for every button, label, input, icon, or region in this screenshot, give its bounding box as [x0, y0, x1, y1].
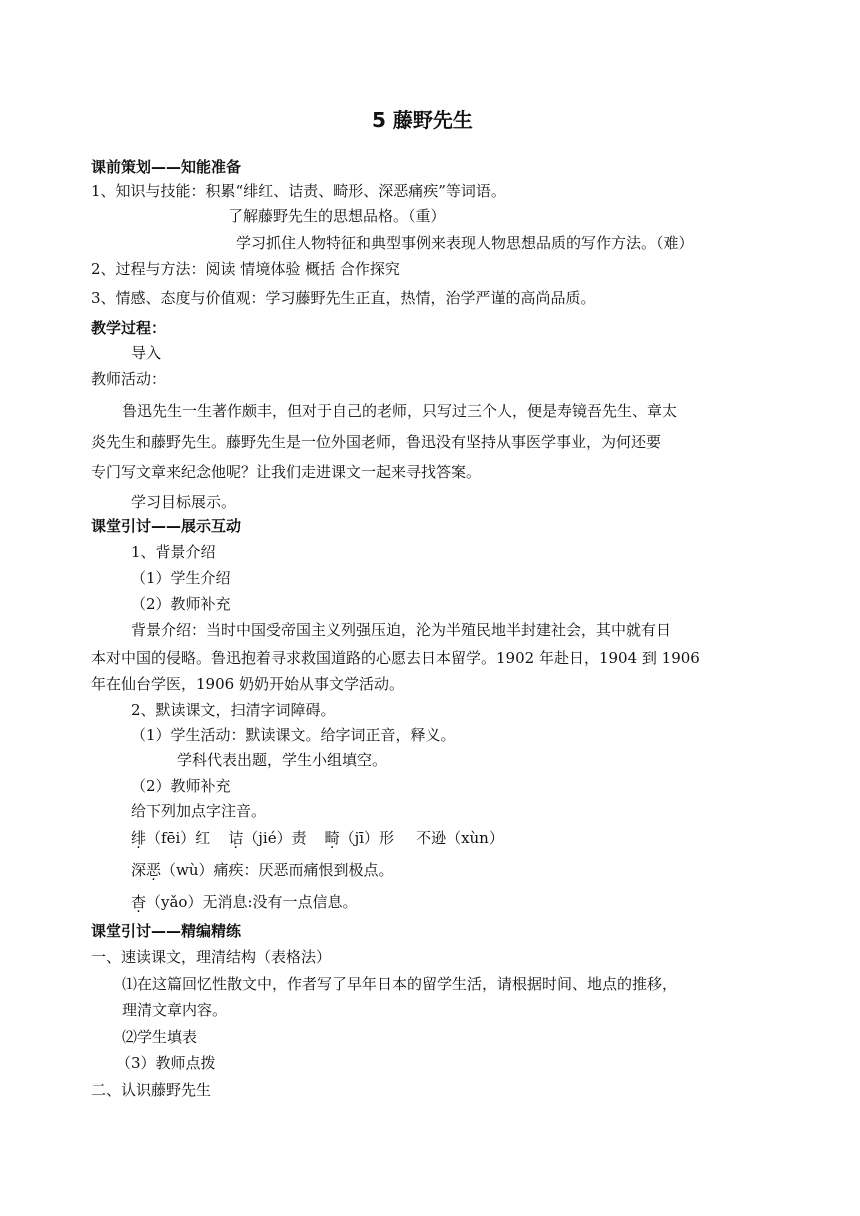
objective-emotion: 3、情感、态度与价值观：学习藤野先生正直，热情，治学严谨的高尚品质。: [91, 289, 596, 307]
dotted-char: 恶: [146, 861, 162, 879]
task-1-step-1-line-2: 理清文章内容。: [122, 1001, 228, 1019]
background-step-1: （1）学生介绍: [131, 569, 231, 587]
vocab-pinyin: （jī）形: [339, 829, 395, 847]
vocab-row-1: [131, 828, 504, 848]
vocab-entry: 不逊（xùn）: [416, 829, 504, 847]
intro-label: 导入: [131, 344, 162, 362]
learning-goals-label: 学习目标展示。: [131, 493, 237, 511]
vocab-char: 深: [131, 861, 147, 879]
background-paragraph-line-1: 背景介绍：当时中国受帝国主义列强压迫，沦为半殖民地半封建社会，其中就有日: [131, 621, 672, 639]
objective-knowledge: 1、知识与技能：积累“绯红、诘责、畸形、深恶痛疾”等词语。: [91, 182, 506, 200]
task-1-step-1-line-1: ⑴在这篇回忆性散文中，作者写了早年日本的留学生活，请根据时间、地点的推移，: [122, 975, 678, 993]
vocab-definition: （yǎo）无消息:没有一点信息。: [146, 893, 358, 911]
background-paragraph-line-3: 年在仙台学医，1906 奶奶开始从事文学活动。: [91, 675, 404, 693]
dotted-char: 诘: [228, 829, 244, 847]
intro-paragraph-line-2: 炎先生和藤野先生。藤野先生是一位外国老师，鲁迅没有坚持从事医学事业，为何还要: [91, 433, 662, 451]
teacher-activity-label: 教师活动：: [91, 370, 167, 388]
section-heading-process: 教学过程：: [91, 319, 167, 337]
task-1: 一、速读课文，理清结构（表格法）: [91, 948, 332, 966]
objective-knowledge-c: 学习抓住人物特征和典型事例来表现人物思想品质的写作方法。（难）: [236, 234, 694, 252]
task-1-step-3: （3）教师点拨: [116, 1054, 216, 1072]
dotted-char: 杳: [131, 893, 147, 911]
vocab-pinyin: （jié）责: [243, 829, 307, 847]
background-step-2: （2）教师补充: [131, 595, 231, 613]
intro-paragraph-line-3: 专门写文章来纪念他呢？让我们走进课文一起来寻找答案。: [91, 463, 482, 481]
section-heading-interaction: 课堂引讨——展示互动: [91, 517, 242, 535]
reading-title: 2、默读课文，扫清字词障碍。: [131, 701, 336, 719]
vocab-definition: （wù）痛疾：厌恶而痛恨到极点。: [161, 861, 394, 879]
document-title: 5 藤野先生: [372, 108, 473, 132]
dotted-char: 畸: [324, 829, 340, 847]
background-paragraph-line-2: 本对中国的侵略。鲁迅抱着寻求救国道路的心愿去日本留学。1902 年赴日，1904 到 1906: [91, 649, 700, 667]
intro-paragraph-line-1: 鲁迅先生一生著作颇丰，但对于自己的老师，只写过三个人，便是寿镜吾先生、章太: [122, 402, 678, 420]
objective-knowledge-b: 了解藤野先生的思想品格。（重）: [228, 207, 446, 225]
reading-step-1: （1）学生活动：默读课文。给字词正音，释义。: [131, 726, 456, 744]
task-1-step-2: ⑵学生填表: [122, 1028, 198, 1046]
reading-step-1b: 学科代表出题，学生小组填空。: [177, 751, 388, 769]
vocab-pinyin: （fēi）红: [146, 829, 211, 847]
vocab-row-3: [131, 892, 358, 912]
objective-process: 2、过程与方法：阅读 情境体验 概括 合作探究: [91, 260, 400, 278]
background-title: 1、背景介绍: [131, 543, 216, 561]
reading-step-2: （2）教师补充: [131, 777, 231, 795]
section-heading-practice: 课堂引讨——精编精练: [91, 922, 242, 940]
section-heading-preparation: 课前策划——知能准备: [91, 158, 242, 176]
task-2: 二、认识藤野先生: [91, 1081, 212, 1099]
dotted-char: 绯: [131, 829, 147, 847]
vocab-row-2: [131, 860, 394, 880]
pinyin-instruction: 给下列加点字注音。: [131, 802, 267, 820]
